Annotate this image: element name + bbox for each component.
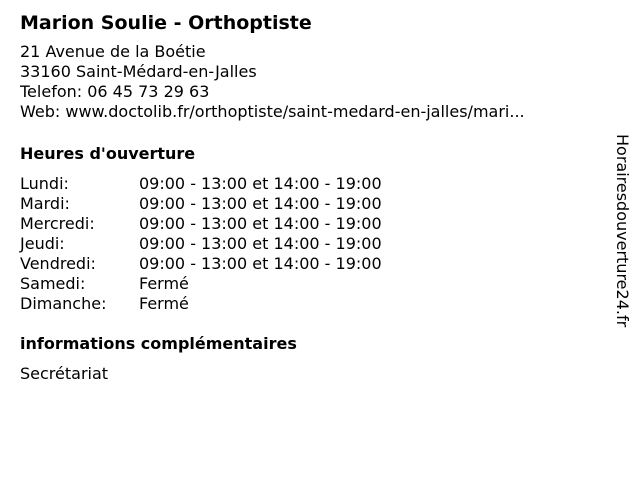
phone-label: Telefon:: [20, 82, 83, 101]
hours-row-tuesday: [20, 194, 600, 214]
hours-row-sunday: [20, 294, 600, 314]
day-label: Vendredi:: [20, 254, 96, 273]
day-hours: 09:00 - 13:00 et 14:00 - 19:00: [139, 194, 382, 213]
hours-row-wednesday: [20, 214, 600, 234]
day-label: Mardi:: [20, 194, 70, 213]
extra-info-title: informations complémentaires: [20, 334, 297, 353]
web-label: Web:: [20, 102, 61, 121]
day-label: Jeudi:: [20, 234, 65, 253]
business-card: [20, 10, 600, 384]
site-watermark: Horairesdouverture24.fr: [613, 134, 632, 328]
phone-number[interactable]: 06 45 73 29 63: [87, 82, 210, 101]
web-line: [20, 102, 600, 122]
hours-title: Heures d'ouverture: [20, 144, 196, 163]
hours-row-saturday: [20, 274, 600, 294]
day-hours: 09:00 - 13:00 et 14:00 - 19:00: [139, 214, 382, 233]
business-name: Marion Soulie - Orthoptiste: [20, 12, 312, 34]
day-label: Lundi:: [20, 174, 69, 193]
street-address: 21 Avenue de la Boétie: [20, 42, 206, 61]
extra-info-text: Secrétariat: [20, 364, 109, 383]
web-link[interactable]: www.doctolib.fr/orthoptiste/saint-medard-en-jalles/mari...: [65, 102, 525, 121]
city-address: 33160 Saint-Médard-en-Jalles: [20, 62, 257, 81]
hours-row-thursday: [20, 234, 600, 254]
day-label: Dimanche:: [20, 294, 107, 313]
phone-line: [20, 82, 600, 102]
hours-row-friday: [20, 254, 600, 274]
opening-hours-list: [20, 174, 600, 314]
day-hours: Fermé: [139, 274, 189, 293]
day-hours: 09:00 - 13:00 et 14:00 - 19:00: [139, 234, 382, 253]
hours-row-monday: [20, 174, 600, 194]
contact-block: [20, 42, 600, 122]
day-hours: Fermé: [139, 294, 189, 313]
day-label: Samedi:: [20, 274, 86, 293]
day-label: Mercredi:: [20, 214, 95, 233]
day-hours: 09:00 - 13:00 et 14:00 - 19:00: [139, 254, 382, 273]
day-hours: 09:00 - 13:00 et 14:00 - 19:00: [139, 174, 382, 193]
